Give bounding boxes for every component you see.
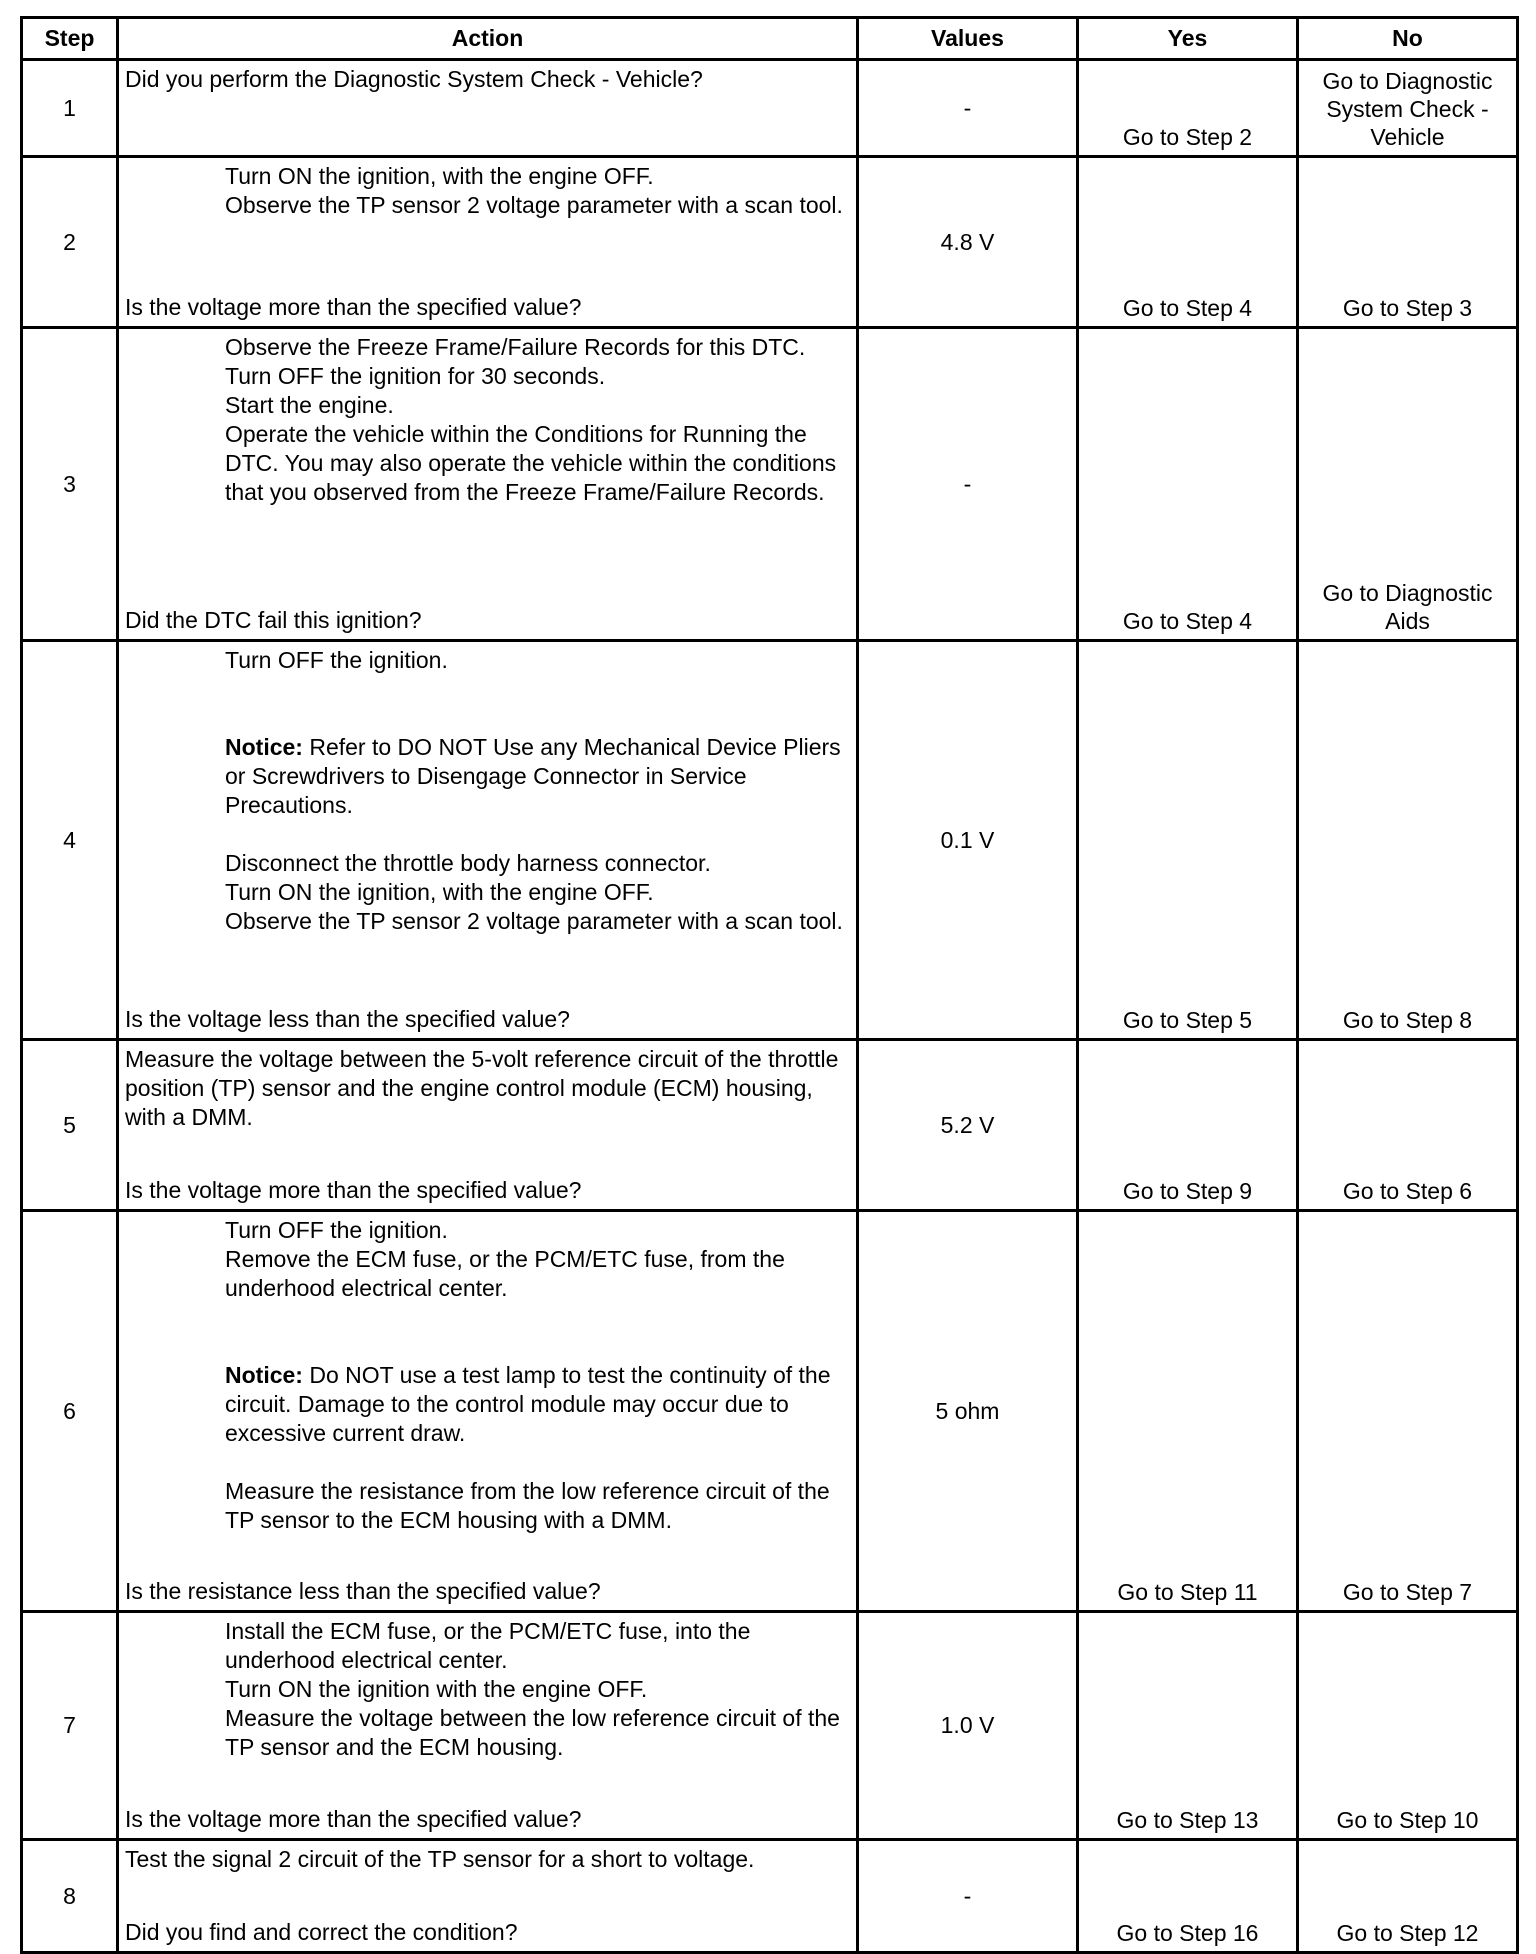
header-row [22, 18, 1518, 60]
action-line: Turn OFF the ignition for 30 seconds. [225, 363, 606, 389]
step-number: 1 [22, 60, 118, 157]
table-row [22, 1040, 1518, 1211]
yes-cell: Go to Step 4 [1078, 328, 1298, 641]
value-cell: 5.2 V [858, 1040, 1078, 1211]
action-line: Measure the resistance from the low reference circuit of the TP sensor to the ECM housing with a DMM. [225, 1478, 830, 1533]
header-step: Step [22, 18, 118, 60]
yes-cell: Go to Step 13 [1078, 1612, 1298, 1840]
header-action: Action [118, 18, 858, 60]
header-no: No [1298, 18, 1518, 60]
step-number: 5 [22, 1040, 118, 1211]
no-cell: Go to Step 12 [1298, 1840, 1518, 1953]
no-cell: Go to Step 10 [1298, 1612, 1518, 1840]
notice-text: Do NOT use a test lamp to test the continuity of the circuit. Damage to the control module may occur due to excessive current draw. [225, 1362, 831, 1446]
action-question: Is the resistance less than the specified value? [125, 1578, 601, 1604]
action-question: Did the DTC fail this ignition? [125, 607, 422, 633]
table-row [22, 157, 1518, 328]
action-cell [118, 1211, 858, 1612]
yes-cell: Go to Step 2 [1078, 60, 1298, 157]
no-cell: Go to Diagnostic System Check - Vehicle [1298, 60, 1518, 157]
value-cell: 0.1 V [858, 641, 1078, 1040]
yes-cell: Go to Step 11 [1078, 1211, 1298, 1612]
notice-paragraph [225, 1361, 852, 1448]
no-cell: Go to Diagnostic Aids [1298, 328, 1518, 641]
notice-label: Notice: [225, 734, 303, 760]
notice-text: Refer to DO NOT Use any Mechanical Device Pliers or Screwdrivers to Disengage Connector in Service Precautions. [225, 734, 841, 818]
step-number: 4 [22, 641, 118, 1040]
no-cell: Go to Step 8 [1298, 641, 1518, 1040]
value-cell: - [858, 328, 1078, 641]
action-line: Observe the Freeze Frame/Failure Records for this DTC. [225, 334, 806, 360]
table-row [22, 1840, 1518, 1953]
value-cell: 1.0 V [858, 1612, 1078, 1840]
yes-cell: Go to Step 9 [1078, 1040, 1298, 1211]
action-line: Start the engine. [225, 392, 394, 418]
step-number: 2 [22, 157, 118, 328]
action-question: Did you find and correct the condition? [125, 1919, 518, 1945]
action-cell [118, 1612, 858, 1840]
step-number: 8 [22, 1840, 118, 1953]
action-question: Is the voltage more than the specified value? [125, 1177, 582, 1203]
diagnostic-table [20, 16, 1519, 1954]
step-number: 3 [22, 328, 118, 641]
action-line: Disconnect the throttle body harness connector. [225, 850, 711, 876]
notice-paragraph [225, 733, 852, 820]
action-cell [118, 641, 858, 1040]
table-row [22, 328, 1518, 641]
yes-cell: Go to Step 5 [1078, 641, 1298, 1040]
no-cell: Go to Step 7 [1298, 1211, 1518, 1612]
action-line: Turn ON the ignition, with the engine OFF. [225, 879, 654, 905]
action-line: Observe the TP sensor 2 voltage parameter with a scan tool. [225, 908, 843, 934]
action-line: Observe the TP sensor 2 voltage parameter with a scan tool. [225, 192, 843, 218]
header-yes: Yes [1078, 18, 1298, 60]
action-line: Operate the vehicle within the Conditions for Running the DTC. You may also operate the vehicle within the conditions that you observed from the Freeze Frame/Failure Records. [225, 421, 837, 505]
action-line: Turn ON the ignition, with the engine OFF. [225, 163, 654, 189]
value-cell: - [858, 1840, 1078, 1953]
action-line: Install the ECM fuse, or the PCM/ETC fuse, into the underhood electrical center. [225, 1618, 751, 1673]
action-line: Turn ON the ignition with the engine OFF. [225, 1676, 648, 1702]
action-cell [118, 1840, 858, 1953]
value-cell: - [858, 60, 1078, 157]
yes-cell: Go to Step 4 [1078, 157, 1298, 328]
action-cell [118, 157, 858, 328]
no-cell: Go to Step 3 [1298, 157, 1518, 328]
value-cell: 5 ohm [858, 1211, 1078, 1612]
value-cell: 4.8 V [858, 157, 1078, 328]
header-values: Values [858, 18, 1078, 60]
action-cell [118, 1040, 858, 1211]
action-cell [118, 60, 858, 157]
action-text: Test the signal 2 circuit of the TP sensor for a short to voltage. [125, 1846, 755, 1872]
no-cell: Go to Step 6 [1298, 1040, 1518, 1211]
notice-label: Notice: [225, 1362, 303, 1388]
table-row [22, 641, 1518, 1040]
step-number: 6 [22, 1211, 118, 1612]
action-line: Measure the voltage between the low reference circuit of the TP sensor and the ECM housing. [225, 1705, 840, 1760]
action-question: Is the voltage more than the specified value? [125, 294, 582, 320]
action-line: Turn OFF the ignition. [225, 1217, 448, 1243]
action-question: Is the voltage less than the specified value? [125, 1006, 570, 1032]
table-row [22, 1211, 1518, 1612]
step-number: 7 [22, 1612, 118, 1840]
action-cell [118, 328, 858, 641]
table-row [22, 1612, 1518, 1840]
action-line: Turn OFF the ignition. [225, 647, 448, 673]
action-line: Remove the ECM fuse, or the PCM/ETC fuse, from the underhood electrical center. [225, 1246, 785, 1301]
yes-cell: Go to Step 16 [1078, 1840, 1298, 1953]
action-text: Measure the voltage between the 5-volt reference circuit of the throttle position (TP) sensor and the engine control module (ECM) housing, with a DMM. [125, 1046, 839, 1130]
action-text: Did you perform the Diagnostic System Check - Vehicle? [125, 66, 703, 92]
action-question: Is the voltage more than the specified value? [125, 1806, 582, 1832]
table-row [22, 60, 1518, 157]
